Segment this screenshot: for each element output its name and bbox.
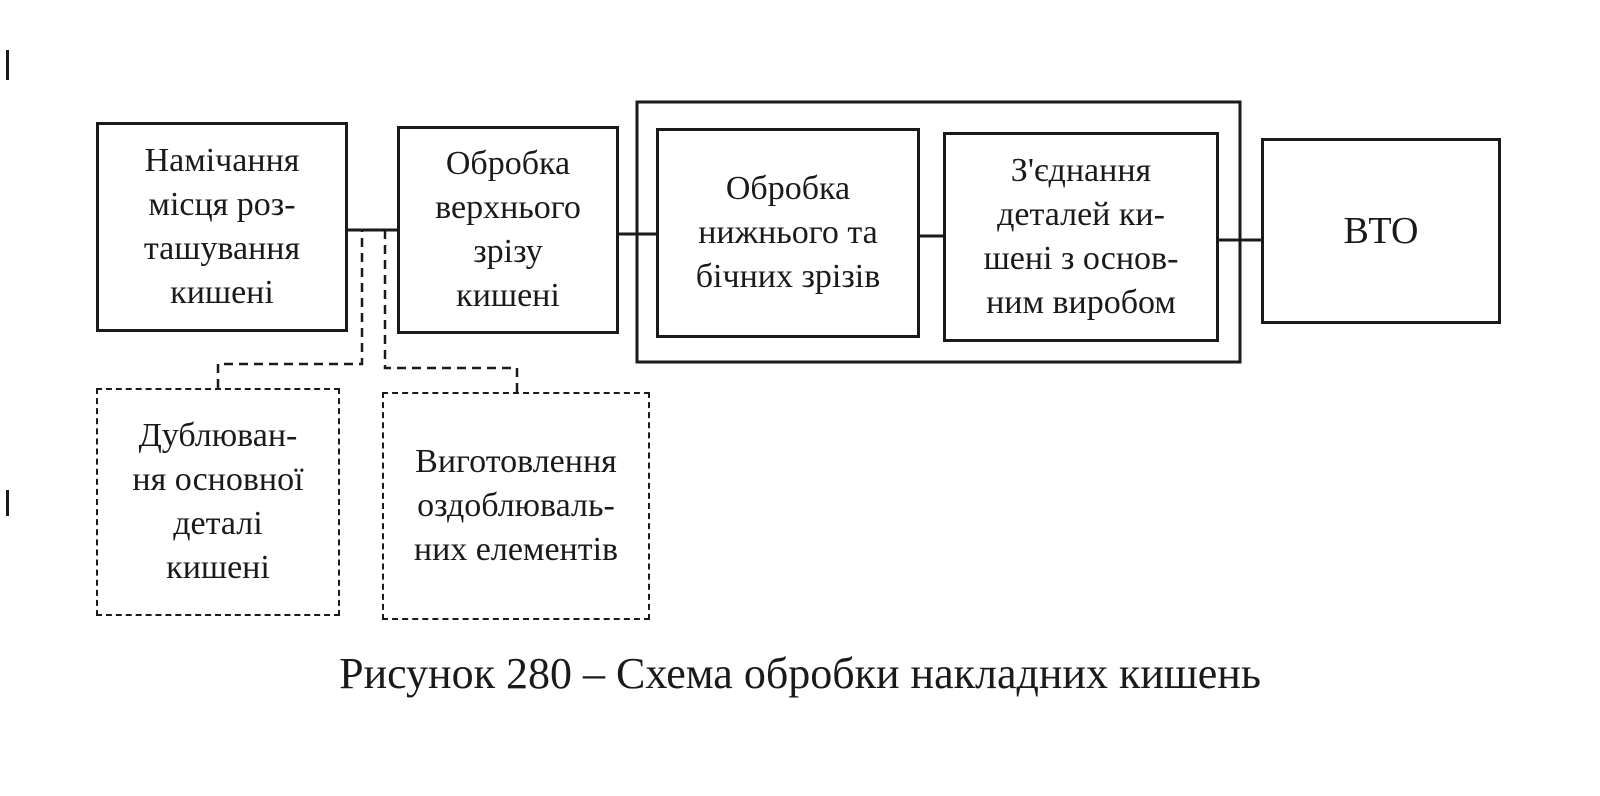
step-upper-edge-box: Обробка верхнього зрізу кишені [397,126,619,334]
step-duplicating-box: Дублюван- ня основної деталі кишені [96,388,340,616]
step-decorative-box: Виготовлення оздоблюваль- них елементів [382,392,650,620]
step-joining-box: З'єднання деталей ки- шені з основ- ним виробом [943,132,1219,342]
step-marking-box: Намічання місця роз- ташування кишені [96,122,348,332]
margin-mark [6,490,9,516]
step-lower-side-edges-box: Обробка нижнього та бічних зрізів [656,128,920,338]
margin-mark [6,50,9,80]
figure-caption: Рисунок 280 – Схема обробки накладних кишень [339,649,1261,698]
step-vto-box: ВТО [1261,138,1501,324]
